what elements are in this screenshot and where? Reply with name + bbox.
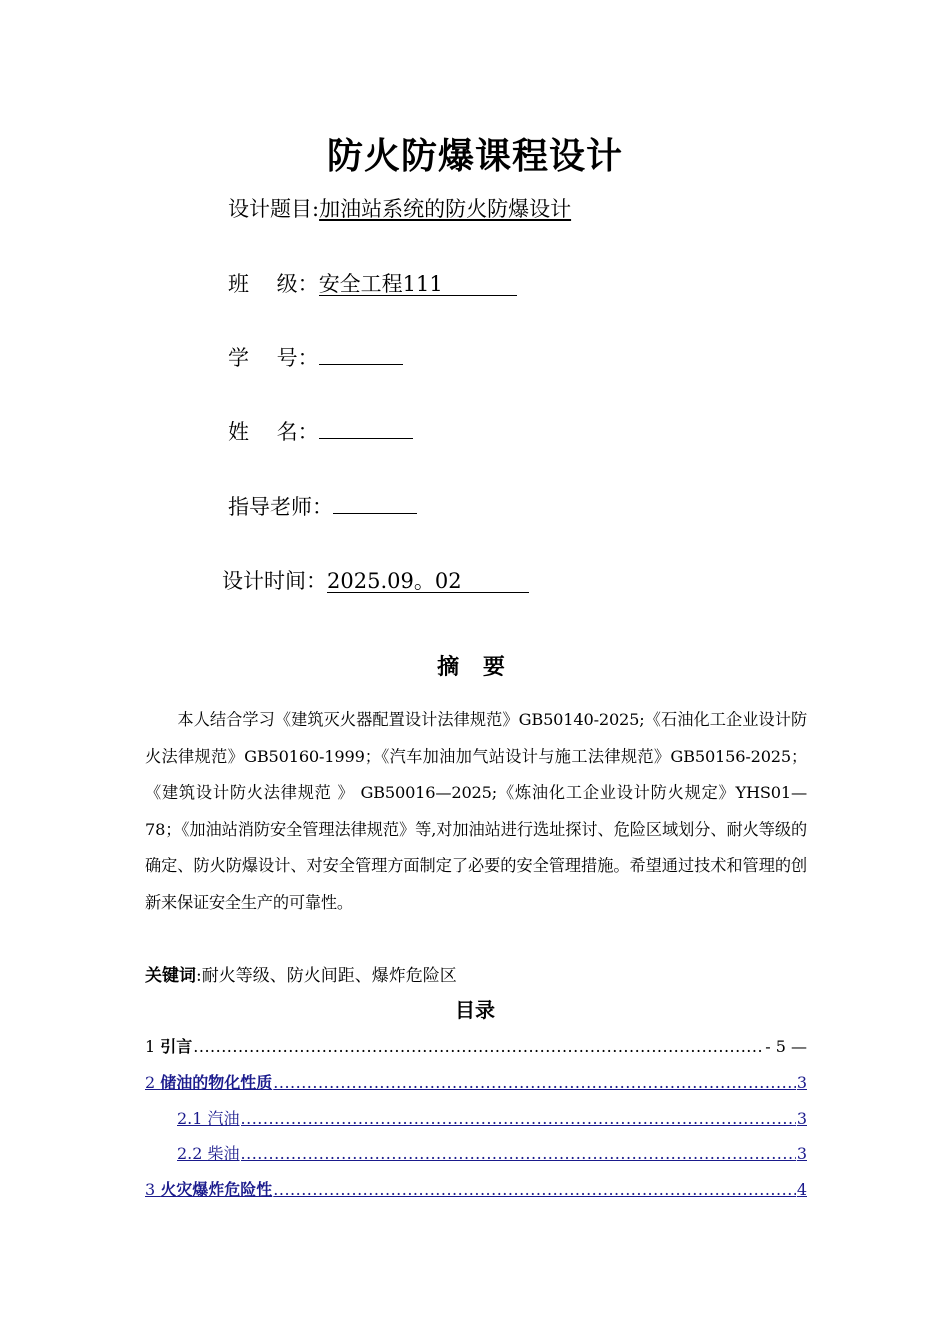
- toc-heading: 目录: [455, 998, 495, 1022]
- toc-leader-dots: [241, 1144, 796, 1163]
- toc-item-label: 2 储油的物化性质: [145, 1073, 273, 1092]
- design-topic-row: [228, 193, 571, 223]
- advisor-blank: [333, 493, 417, 514]
- toc-item-label: 3 火灾爆炸危险性: [145, 1180, 273, 1199]
- toc-leader-dots: [273, 1073, 796, 1092]
- design-topic-value: 加油站系统的防火防爆设计: [319, 197, 572, 221]
- toc-leader-dots: [273, 1180, 796, 1199]
- advisor-label: 指导老师：: [228, 495, 333, 519]
- keywords-value: :耐火等级、防火间距、爆炸危险区: [196, 966, 457, 986]
- design-date-row: [222, 565, 529, 595]
- toc-item-page: 3: [796, 1073, 807, 1092]
- student-id-blank: [319, 344, 403, 365]
- abstract-heading: 摘 要: [437, 655, 513, 680]
- advisor-row: [228, 491, 417, 521]
- abstract-body: 本人结合学习《建筑灭火器配置设计法律规范》GB50140-2025;《石油化工企业设计防火法律规范》GB50160-1999；《汽车加油加气站设计与施工法律规范》GB50156-2025；《建筑设计防火法律规范 》 GB50016—2025;《炼油化工企业设计防火规定》YHS01—78；《加油站消防安全管理法律规范》等,对加油站进行选址探讨、危险区域划分、耐火等级的确定、防火防爆设计、对安全管理方面制定了必要的安全管理措施。希望通过技术和管理的创新来保证安全生产的可靠性。: [145, 710, 807, 912]
- name-row: [228, 416, 413, 446]
- keywords-row: [145, 961, 457, 986]
- toc-item-diesel[interactable]: [177, 1141, 807, 1164]
- keywords-label: 关键词: [145, 966, 196, 986]
- toc-item-page: 3: [796, 1144, 807, 1163]
- toc-item-gasoline[interactable]: [177, 1106, 807, 1129]
- toc-item-oil-properties[interactable]: [145, 1070, 807, 1093]
- design-topic-label: 设计题目:: [228, 197, 320, 221]
- toc-leader-dots: [193, 1037, 764, 1056]
- design-date-value: 2025.09。02: [327, 570, 529, 593]
- toc-item-fire-explosion-hazard[interactable]: [145, 1177, 807, 1200]
- toc-leader-dots: [241, 1109, 796, 1128]
- toc-item-introduction[interactable]: [145, 1034, 807, 1057]
- design-date-label: 设计时间：: [222, 569, 327, 593]
- class-row: [228, 268, 517, 298]
- toc-item-label: 2.2 柴油: [177, 1144, 240, 1163]
- toc-item-page: - 5 —: [765, 1037, 807, 1056]
- toc-item-page: 4: [796, 1180, 807, 1199]
- toc-item-page: 3: [796, 1109, 807, 1128]
- toc-item-label: 1 引言: [145, 1037, 193, 1056]
- document-title: 防火防爆课程设计: [326, 136, 623, 177]
- class-label: 班 级：: [228, 272, 319, 296]
- toc-item-label: 2.1 汽油: [177, 1109, 240, 1128]
- student-id-row: [228, 342, 403, 372]
- student-id-label: 学 号：: [228, 346, 319, 370]
- name-blank: [319, 418, 413, 439]
- class-value: 安全工程111: [319, 273, 517, 296]
- name-label: 姓 名：: [228, 420, 319, 444]
